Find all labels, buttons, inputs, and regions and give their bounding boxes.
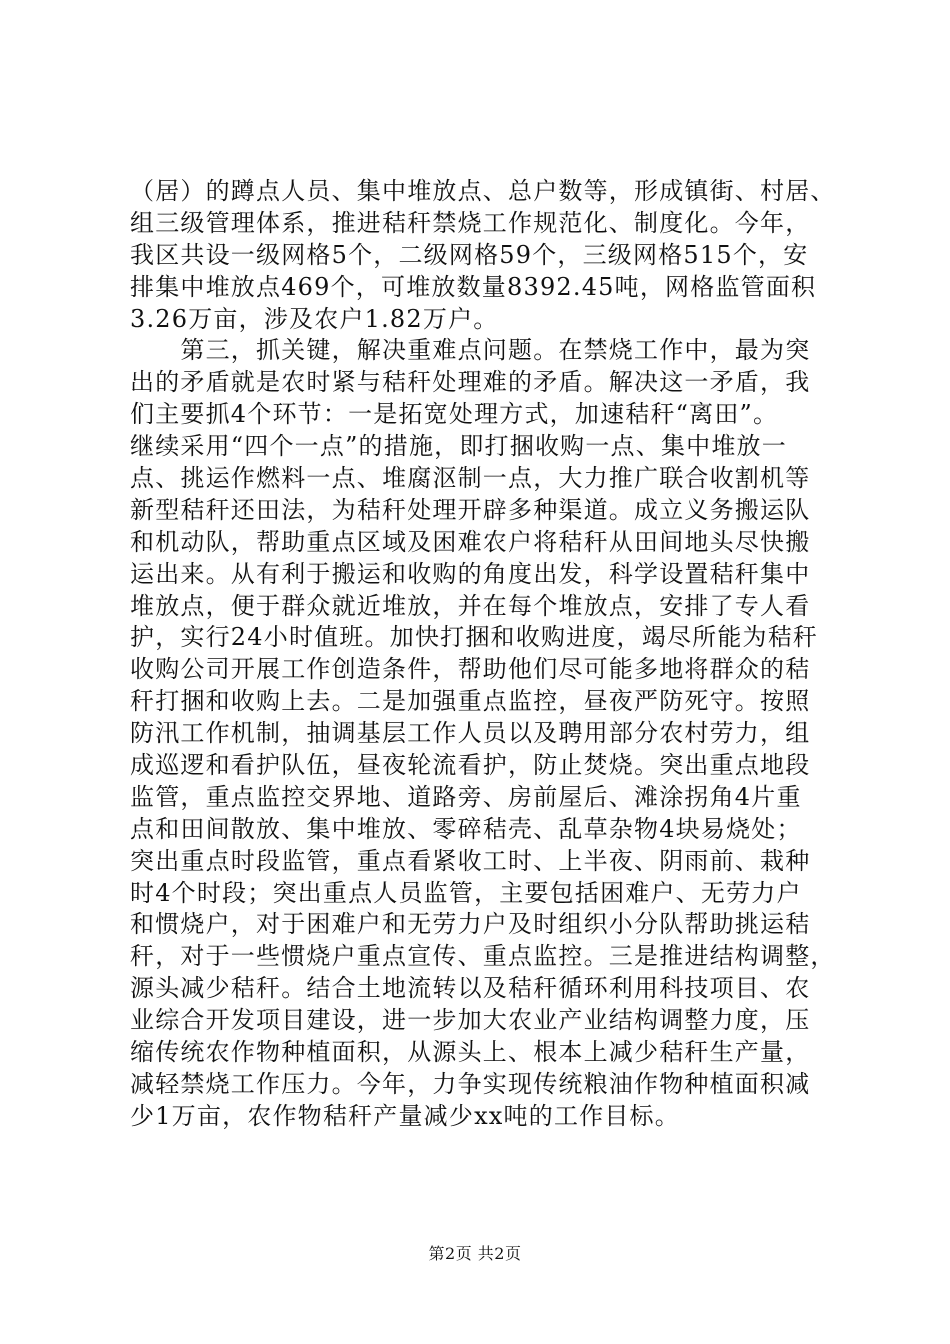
text-line: 点和田间散放、集中堆放、零碎秸壳、乱草杂物4块易烧处； — [130, 814, 802, 843]
text-line: 继续采用“四个一点”的措施，即打捆收购一点、集中堆放一 — [130, 432, 787, 461]
document-body-text — [130, 176, 836, 1133]
text-line: 源头减少秸秆。结合土地流转以及秸秆循环利用科技项目、农 — [130, 974, 811, 1003]
text-line: 护，实行24小时值班。加快打捆和收购进度，竭尽所能为秸秆 — [130, 623, 819, 652]
text-line: 突出重点时段监管，重点看紧收工时、上半夜、阴雨前、栽种 — [130, 846, 811, 875]
text-line: 点、挑运作燃料一点、堆腐沤制一点，大力推广联合收割机等 — [130, 464, 811, 493]
text-line: 第三，抓关键，解决重难点问题。在禁烧工作中，最为突 — [130, 336, 811, 365]
text-line: 堆放点，便于群众就近堆放，并在每个堆放点，安排了专人看 — [130, 591, 811, 620]
text-line: 业综合开发项目建设，进一步加大农业产业结构调整力度，压 — [130, 1006, 811, 1035]
text-line: 防汛工作机制，抽调基层工作人员以及聘用部分农村劳力，组 — [130, 719, 811, 748]
text-line: 收购公司开展工作创造条件，帮助他们尽可能多地将群众的秸 — [130, 655, 811, 684]
page-footer: 第2页 共2页 — [428, 1244, 522, 1263]
text-line: 秆，对于一些惯烧户重点宣传、重点监控。三是推进结构调整， — [130, 942, 836, 971]
text-line: 们主要抓4个环节：一是拓宽处理方式，加速秸秆“离田”。 — [130, 400, 779, 429]
text-line: 和惯烧户，对于困难户和无劳力户及时组织小分队帮助挑运秸 — [130, 910, 811, 939]
text-line: 和机动队，帮助重点区域及困难农户将秸秆从田间地头尽快搬 — [130, 527, 811, 556]
text-line: 少1万亩，农作物秸秆产量减少xx吨的工作目标。 — [130, 1101, 680, 1130]
text-line: 时4个时段；突出重点人员监管，主要包括困难户、无劳力户 — [130, 878, 802, 907]
text-line: 新型秸秆还田法，为秸秆处理开辟多种渠道。成立义务搬运队 — [130, 495, 811, 524]
text-line: 出的矛盾就是农时紧与秸秆处理难的矛盾。解决这一矛盾，我 — [130, 368, 811, 397]
text-line: （居）的蹲点人员、集中堆放点、总户数等，形成镇街、村居、 — [130, 177, 836, 205]
text-line: 我区共设一级网格5个，二级网格59个，三级网格515个，安 — [130, 240, 809, 269]
text-line: 缩传统农作物种植面积，从源头上、根本上减少秸秆生产量， — [130, 1038, 811, 1067]
text-line: 组三级管理体系，推进秸秆禁烧工作规范化、制度化。今年， — [130, 208, 811, 237]
text-line: 减轻禁烧工作压力。今年，力争实现传统粮油作物种植面积减 — [130, 1069, 811, 1098]
text-line: 监管，重点监控交界地、道路旁、房前屋后、滩涂拐角4片重 — [130, 782, 802, 811]
text-line: 3.26万亩，涉及农户1.82万户。 — [130, 304, 499, 333]
text-line: 运出来。从有利于搬运和收购的角度出发，科学设置秸秆集中 — [130, 559, 811, 588]
text-line: 排集中堆放点469个，可堆放数量8392.45吨，网格监管面积 — [130, 272, 817, 301]
text-line: 秆打捆和收购上去。二是加强重点监控，昼夜严防死守。按照 — [130, 687, 811, 716]
text-line: 成巡逻和看护队伍，昼夜轮流看护，防止焚烧。突出重点地段 — [130, 751, 811, 780]
